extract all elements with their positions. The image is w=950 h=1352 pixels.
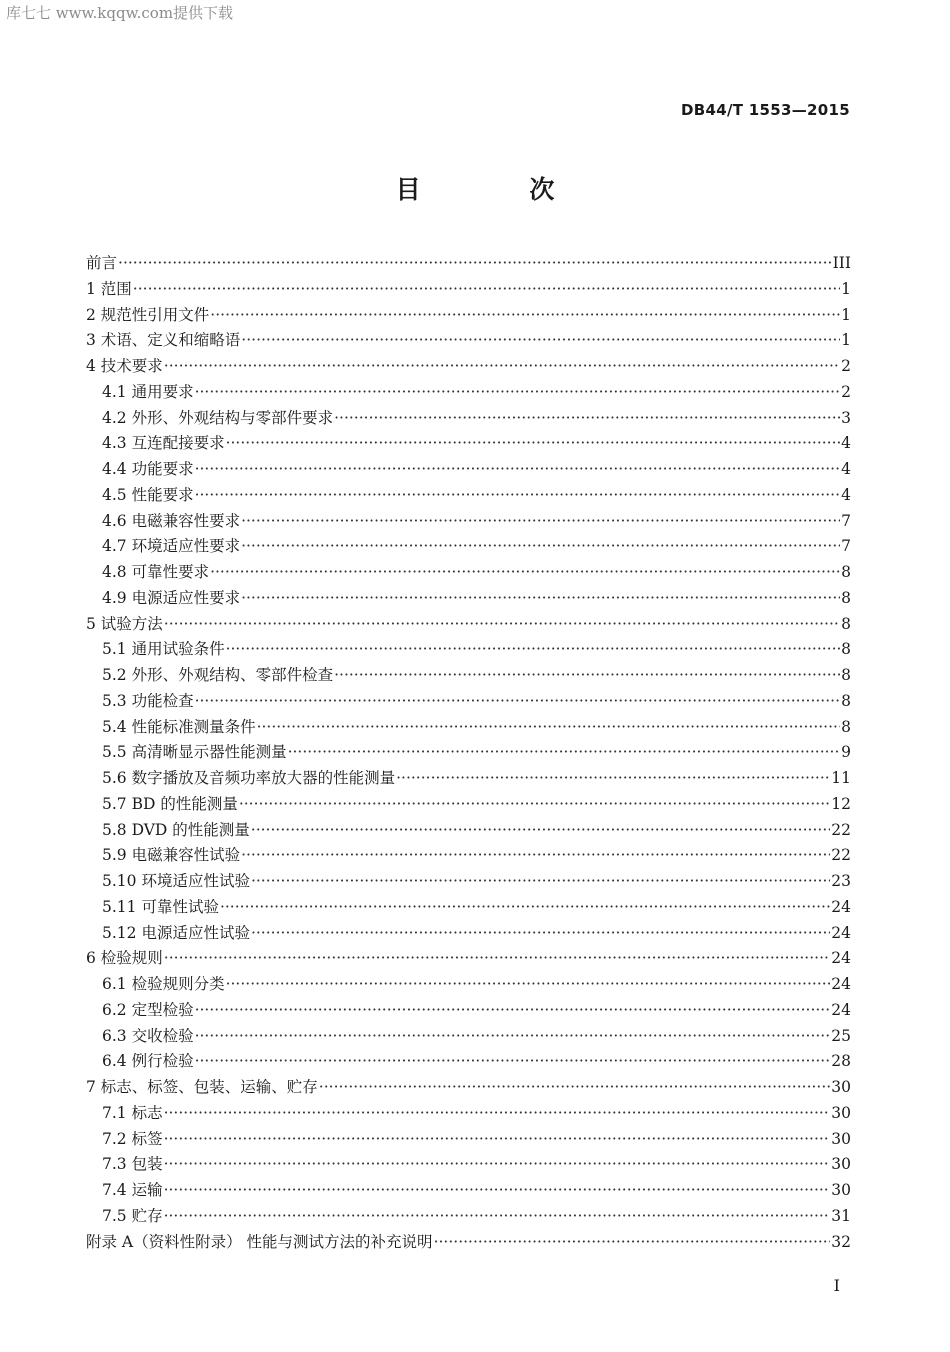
toc-entry-label: 4.1 通用要求 bbox=[102, 382, 194, 401]
toc-leader-dots bbox=[210, 303, 840, 329]
toc-entry-label: 6.2 定型检验 bbox=[102, 1000, 194, 1019]
toc-entry-page: 22 bbox=[831, 846, 851, 865]
toc-entry-page: 2 bbox=[841, 357, 851, 375]
toc-entry[interactable] bbox=[86, 998, 851, 1024]
toc-entry-label: 4.8 可靠性要求 bbox=[102, 563, 210, 581]
toc-entry[interactable] bbox=[86, 277, 851, 303]
toc-entry-label: 5.7 BD 的性能测量 bbox=[102, 794, 238, 813]
toc-entry-label: 4.2 外形、外观结构与零部件要求 bbox=[102, 408, 334, 427]
toc-entry-label: 5.10 环境适应性试验 bbox=[102, 872, 250, 890]
toc-entry[interactable] bbox=[86, 663, 851, 689]
toc-leader-dots bbox=[195, 457, 841, 483]
toc-entry-page: 8 bbox=[841, 563, 851, 581]
toc-entry-page: 30 bbox=[831, 1181, 851, 1199]
toc-entry-page: 8 bbox=[841, 717, 851, 736]
toc-entry-page: 11 bbox=[831, 769, 851, 787]
toc-entry-page: 30 bbox=[831, 1155, 851, 1174]
toc-leader-dots bbox=[164, 1178, 831, 1204]
toc-entry-page: 30 bbox=[831, 1129, 851, 1148]
toc-entry-page: 1 bbox=[841, 305, 851, 324]
toc-entry-page: 30 bbox=[831, 1078, 851, 1096]
toc-entry-page: 4 bbox=[841, 434, 851, 453]
toc-leader-dots bbox=[164, 946, 830, 972]
toc-entry-label: 3 术语、定义和缩略语 bbox=[86, 331, 241, 350]
page-number: I bbox=[833, 1276, 840, 1295]
toc-entry[interactable] bbox=[86, 792, 851, 818]
toc-entry-label: 7.2 标签 bbox=[102, 1129, 163, 1148]
toc-entry-label: 7.1 标志 bbox=[102, 1103, 163, 1122]
toc-entry-page: 12 bbox=[831, 794, 851, 813]
toc-leader-dots bbox=[241, 509, 840, 535]
toc-entry-page: 8 bbox=[841, 666, 851, 684]
toc-entry-page: 28 bbox=[831, 1052, 851, 1071]
toc-entry-label: 4.6 电磁兼容性要求 bbox=[102, 511, 241, 530]
toc-entry[interactable] bbox=[86, 586, 851, 612]
toc-entry-label: 5.1 通用试验条件 bbox=[102, 640, 225, 659]
toc-leader-dots bbox=[164, 1101, 831, 1127]
toc-entry[interactable] bbox=[86, 509, 851, 535]
toc-entry-label: 6.4 例行检验 bbox=[102, 1052, 194, 1071]
toc-entry[interactable] bbox=[86, 818, 851, 844]
toc-entry-label: 4.4 功能要求 bbox=[102, 460, 194, 478]
toc-entry-label: 6.3 交收检验 bbox=[102, 1026, 194, 1045]
toc-leader-dots bbox=[164, 1204, 831, 1230]
standard-code: DB44/T 1553—2015 bbox=[681, 101, 850, 119]
toc-entry-page: 8 bbox=[841, 691, 851, 710]
toc-entry-label: 1 范围 bbox=[86, 279, 132, 298]
toc-entry-page: 3 bbox=[841, 408, 851, 427]
toc-entry-label: 5.5 高清晰显示器性能测量 bbox=[102, 743, 287, 762]
toc-entry-label: 5.2 外形、外观结构、零部件检查 bbox=[102, 666, 334, 684]
toc-entry-page: 4 bbox=[841, 485, 851, 504]
toc-entry[interactable] bbox=[86, 1049, 851, 1075]
toc-entry-page: 8 bbox=[841, 588, 851, 607]
toc-entry-label: 4.3 互连配接要求 bbox=[102, 434, 225, 453]
toc-entry-label: 4.9 电源适应性要求 bbox=[102, 588, 241, 607]
toc-entry-page: III bbox=[832, 254, 851, 272]
toc-entry-label: 附录 A（资料性附录） 性能与测试方法的补充说明 bbox=[86, 1232, 433, 1251]
toc-entry-page: 8 bbox=[841, 614, 851, 633]
toc-leader-dots bbox=[195, 689, 841, 715]
toc-leader-dots bbox=[164, 612, 840, 638]
toc-entry[interactable] bbox=[86, 251, 851, 277]
toc-entry-label: 4.7 环境适应性要求 bbox=[102, 537, 241, 556]
toc-entry[interactable] bbox=[86, 946, 851, 972]
toc-entry[interactable] bbox=[86, 843, 851, 869]
toc-entry[interactable] bbox=[86, 637, 851, 663]
page-title: 目 次 bbox=[395, 175, 605, 204]
toc-entry-label: 5.6 数字播放及音频功率放大器的性能测量 bbox=[102, 769, 396, 787]
toc-entry[interactable] bbox=[86, 1204, 851, 1230]
toc-entry[interactable] bbox=[86, 612, 851, 638]
toc-leader-dots bbox=[241, 534, 840, 560]
toc-entry[interactable] bbox=[86, 534, 851, 560]
toc-leader-dots bbox=[334, 663, 840, 689]
toc-leader-dots bbox=[195, 380, 841, 406]
toc-entry[interactable] bbox=[86, 895, 851, 921]
toc-entry-page: 24 bbox=[831, 1000, 851, 1019]
toc-entry-page: 22 bbox=[831, 820, 851, 839]
toc-entry-label: 4.5 性能要求 bbox=[102, 485, 194, 504]
toc-entry[interactable] bbox=[86, 457, 851, 483]
toc-entry-label: 5.4 性能标准测量条件 bbox=[102, 717, 256, 736]
watermark: 库七七 www.kqqw.com提供下载 bbox=[6, 4, 234, 22]
toc-leader-dots bbox=[288, 740, 841, 766]
toc-leader-dots bbox=[164, 354, 840, 380]
toc-entry[interactable] bbox=[86, 328, 851, 354]
toc-leader-dots bbox=[319, 1075, 830, 1101]
toc-entry-page: 23 bbox=[831, 872, 851, 890]
toc-leader-dots bbox=[226, 637, 841, 663]
toc-entry-page: 1 bbox=[841, 331, 851, 350]
toc-entry-page: 7 bbox=[841, 537, 851, 556]
toc-leader-dots bbox=[133, 277, 840, 303]
toc-entry-label: 4 技术要求 bbox=[86, 357, 163, 375]
toc-entry[interactable] bbox=[86, 1024, 851, 1050]
toc-leader-dots bbox=[334, 406, 840, 432]
toc-leader-dots bbox=[434, 1230, 831, 1256]
toc-entry[interactable] bbox=[86, 303, 851, 329]
toc-entry-label: 5 试验方法 bbox=[86, 614, 163, 633]
toc-entry[interactable] bbox=[86, 1178, 851, 1204]
toc-entry-page: 9 bbox=[841, 743, 851, 762]
toc-entry[interactable] bbox=[86, 1127, 851, 1153]
toc-entry[interactable] bbox=[86, 380, 851, 406]
toc-entry[interactable] bbox=[86, 921, 851, 947]
toc-entry-page: 1 bbox=[841, 279, 851, 298]
toc-entry-label: 6 检验规则 bbox=[86, 949, 163, 968]
toc-entry-label: 7.3 包装 bbox=[102, 1155, 163, 1174]
toc-entry-label: 6.1 检验规则分类 bbox=[102, 975, 225, 993]
toc-entry-page: 8 bbox=[841, 640, 851, 659]
toc-leader-dots bbox=[396, 766, 830, 792]
toc-entry[interactable] bbox=[86, 689, 851, 715]
toc-entry-page: 2 bbox=[841, 382, 851, 401]
toc-leader-dots bbox=[241, 328, 840, 354]
toc-leader-dots bbox=[164, 1152, 831, 1178]
toc-leader-dots bbox=[164, 1127, 831, 1153]
toc-entry[interactable] bbox=[86, 740, 851, 766]
toc-leader-dots bbox=[241, 586, 840, 612]
toc-entry[interactable] bbox=[86, 1101, 851, 1127]
toc-leader-dots bbox=[210, 560, 840, 586]
toc-entry[interactable] bbox=[86, 483, 851, 509]
toc-entry-label: 7.4 运输 bbox=[102, 1181, 163, 1199]
toc-leader-dots bbox=[241, 843, 830, 869]
toc-leader-dots bbox=[251, 921, 830, 947]
toc-entry-page: 7 bbox=[841, 511, 851, 530]
toc-entry-label: 7 标志、标签、包装、运输、贮存 bbox=[86, 1078, 318, 1096]
toc-entry[interactable] bbox=[86, 406, 851, 432]
toc-entry-label: 5.3 功能检查 bbox=[102, 691, 194, 710]
toc-entry-page: 24 bbox=[831, 923, 851, 942]
toc-entry-page: 24 bbox=[831, 975, 851, 993]
toc-leader-dots bbox=[251, 818, 830, 844]
toc-leader-dots bbox=[220, 895, 830, 921]
toc-entry-label: 5.8 DVD 的性能测量 bbox=[102, 820, 250, 839]
toc-entry[interactable] bbox=[86, 869, 851, 895]
toc-leader-dots bbox=[195, 998, 831, 1024]
toc-entry-label: 前言 bbox=[86, 254, 118, 272]
toc-entry[interactable] bbox=[86, 560, 851, 586]
toc-leader-dots bbox=[226, 431, 841, 457]
toc-entry[interactable] bbox=[86, 431, 851, 457]
toc-leader-dots bbox=[118, 251, 832, 277]
toc-leader-dots bbox=[257, 715, 841, 741]
toc-entry[interactable] bbox=[86, 715, 851, 741]
toc-leader-dots bbox=[195, 1024, 831, 1050]
toc-entry-page: 24 bbox=[831, 897, 851, 916]
toc-entry-label: 5.11 可靠性试验 bbox=[102, 897, 219, 916]
toc-leader-dots bbox=[251, 869, 830, 895]
toc-entry-label: 5.12 电源适应性试验 bbox=[102, 923, 250, 942]
table-of-contents bbox=[86, 251, 851, 1255]
toc-entry[interactable] bbox=[86, 1075, 851, 1101]
toc-entry[interactable] bbox=[86, 766, 851, 792]
toc-entry-page: 31 bbox=[831, 1206, 851, 1225]
toc-entry[interactable] bbox=[86, 972, 851, 998]
toc-entry-page: 24 bbox=[831, 949, 851, 968]
toc-entry-label: 2 规范性引用文件 bbox=[86, 305, 210, 324]
toc-entry[interactable] bbox=[86, 354, 851, 380]
toc-leader-dots bbox=[226, 972, 831, 998]
toc-leader-dots bbox=[195, 1049, 831, 1075]
toc-entry-label: 5.9 电磁兼容性试验 bbox=[102, 846, 241, 865]
toc-entry-label: 7.5 贮存 bbox=[102, 1206, 163, 1225]
toc-leader-dots bbox=[239, 792, 830, 818]
toc-entry-page: 4 bbox=[841, 460, 851, 478]
toc-entry-page: 32 bbox=[831, 1232, 851, 1251]
toc-entry-page: 25 bbox=[831, 1026, 851, 1045]
toc-entry-page: 30 bbox=[831, 1103, 851, 1122]
toc-entry[interactable] bbox=[86, 1152, 851, 1178]
toc-leader-dots bbox=[195, 483, 841, 509]
toc-entry[interactable] bbox=[86, 1230, 851, 1256]
